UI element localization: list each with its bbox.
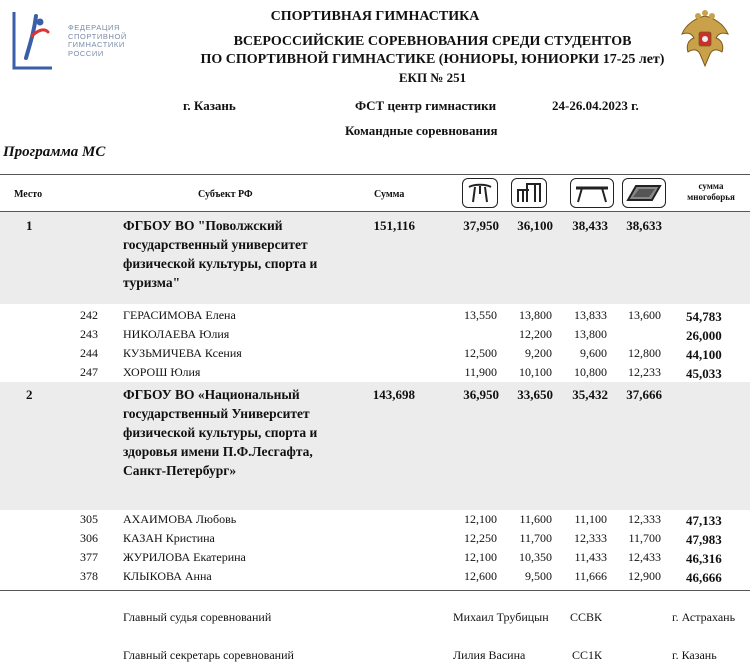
athlete-score-floor: 12,333 bbox=[628, 512, 661, 526]
athlete-number: 244 bbox=[80, 346, 98, 360]
team-score-beam: 38,433 bbox=[572, 218, 608, 233]
athlete-score-beam: 13,800 bbox=[574, 327, 607, 341]
competition-type: Командные соревнования bbox=[345, 123, 498, 138]
logo-text-line: ГИМНАСТИКИ bbox=[68, 40, 125, 49]
team-score-bars: 33,650 bbox=[517, 387, 553, 402]
logo-text-line: ФЕДЕРАЦИЯ bbox=[68, 23, 121, 32]
athlete-score-vault: 12,600 bbox=[464, 569, 497, 583]
athlete-score-bars: 13,800 bbox=[519, 308, 552, 322]
athlete-score-beam: 11,433 bbox=[574, 550, 607, 564]
athlete-score-bars: 9,200 bbox=[525, 346, 552, 360]
athlete-allround-total: 26,000 bbox=[686, 328, 722, 343]
athlete-number: 243 bbox=[80, 327, 98, 341]
official-category: СС1К bbox=[572, 648, 603, 662]
team-place: 1 bbox=[26, 218, 33, 233]
team-name: ФГБОУ ВО «Национальный государственный Университет физической культуры, спорта и здоровья имени П.Ф.Лесгафта, Санкт-Петербург» bbox=[123, 387, 318, 478]
athlete-score-beam: 12,333 bbox=[574, 531, 607, 545]
athlete-score-beam: 9,600 bbox=[580, 346, 607, 360]
team-name: ФГБОУ ВО "Поволжский государственный университет физической культуры, спорта и туризма" bbox=[123, 218, 318, 290]
athlete-score-floor: 11,700 bbox=[628, 531, 661, 545]
balance-beam-icon bbox=[570, 178, 614, 208]
athlete-number: 242 bbox=[80, 308, 98, 322]
col-header-place: Место bbox=[14, 189, 43, 200]
team-total: 143,698 bbox=[372, 387, 415, 402]
athlete-name: ЖУРИЛОВА Екатерина bbox=[123, 550, 246, 564]
athlete-score-vault: 12,250 bbox=[464, 531, 497, 545]
athlete-score-bars: 10,100 bbox=[519, 365, 552, 379]
table-bottom-rule bbox=[0, 590, 750, 591]
athlete-score-floor: 12,233 bbox=[628, 365, 661, 379]
athlete-score-floor: 12,800 bbox=[628, 346, 661, 360]
athlete-number: 305 bbox=[80, 512, 98, 526]
venue: ФСТ центр гимнастики bbox=[355, 98, 497, 113]
dates: 24-26.04.2023 г. bbox=[552, 98, 639, 113]
uneven-bars-icon bbox=[511, 178, 547, 208]
athlete-score-bars: 11,600 bbox=[519, 512, 552, 526]
athlete-score-bars: 10,350 bbox=[519, 550, 552, 564]
athlete-score-floor: 12,900 bbox=[628, 569, 661, 583]
athlete-score-bars: 9,500 bbox=[525, 569, 552, 583]
athlete-score-bars: 11,700 bbox=[519, 531, 552, 545]
official-city: г. Казань bbox=[672, 648, 717, 662]
col-header-allround bbox=[676, 181, 746, 203]
table-top-rule bbox=[0, 174, 750, 175]
athlete-name: ХОРОШ Юлия bbox=[123, 365, 201, 379]
program-title: Программа МС bbox=[3, 144, 106, 160]
athlete-score-beam: 13,833 bbox=[574, 308, 607, 322]
athlete-allround-total: 46,666 bbox=[686, 570, 722, 585]
col-header-subject: Субъект РФ bbox=[198, 189, 253, 200]
official-city: г. Астрахань bbox=[672, 610, 736, 624]
official-name: Лилия Васина bbox=[453, 648, 526, 662]
athlete-score-beam: 11,100 bbox=[574, 512, 607, 526]
team-score-floor: 37,666 bbox=[626, 387, 662, 402]
official-role: Главный судья соревнований bbox=[123, 610, 272, 624]
athlete-number: 306 bbox=[80, 531, 98, 545]
athlete-name: КЛЫКОВА Анна bbox=[123, 569, 212, 583]
athlete-score-beam: 11,666 bbox=[574, 569, 607, 583]
vault-icon bbox=[462, 178, 498, 208]
athlete-allround-total: 45,033 bbox=[686, 366, 722, 381]
team-score-beam: 35,432 bbox=[572, 387, 608, 402]
athlete-allround-total: 46,316 bbox=[686, 551, 722, 566]
col-header-sum: Сумма bbox=[374, 189, 405, 200]
city: г. Казань bbox=[183, 98, 236, 113]
athlete-allround-total: 54,783 bbox=[686, 309, 722, 324]
athlete-score-floor: 13,600 bbox=[628, 308, 661, 322]
athlete-score-vault: 13,550 bbox=[464, 308, 497, 322]
athlete-score-beam: 10,800 bbox=[574, 365, 607, 379]
athlete-score-bars: 12,200 bbox=[519, 327, 552, 341]
col-header-allround-1: сумма bbox=[698, 181, 724, 191]
athlete-allround-total: 47,983 bbox=[686, 532, 722, 547]
team-score-vault: 36,950 bbox=[463, 387, 499, 402]
team-total: 151,116 bbox=[373, 218, 415, 233]
athlete-score-vault: 12,100 bbox=[464, 512, 497, 526]
athlete-name: ГЕРАСИМОВА Елена bbox=[123, 308, 236, 322]
athlete-name: НИКОЛАЕВА Юлия bbox=[123, 327, 230, 341]
col-header-allround-2: многоборья bbox=[687, 192, 735, 202]
athlete-number: 377 bbox=[80, 550, 98, 564]
official-role: Главный секретарь соревнований bbox=[123, 648, 294, 662]
athlete-score-vault: 12,100 bbox=[464, 550, 497, 564]
header-line-3: ПО СПОРТИВНОЙ ГИМНАСТИКЕ (ЮНИОРЫ, ЮНИОРКИ 17-25 лет) bbox=[200, 52, 665, 67]
official-category: ССВК bbox=[570, 610, 603, 624]
athlete-name: КУЗЬМИЧЕВА Ксения bbox=[123, 346, 242, 360]
athlete-name: АХАИМОВА Любовь bbox=[123, 512, 237, 526]
athlete-name: КАЗАН Кристина bbox=[123, 531, 215, 545]
athlete-score-floor: 12,433 bbox=[628, 550, 661, 564]
athlete-number: 378 bbox=[80, 569, 98, 583]
athlete-allround-total: 44,100 bbox=[686, 347, 722, 362]
team-place: 2 bbox=[26, 387, 33, 402]
athlete-score-vault: 11,900 bbox=[464, 365, 497, 379]
floor-icon bbox=[622, 178, 666, 208]
logo-text-line: РОССИИ bbox=[68, 48, 104, 58]
team-score-floor: 38,633 bbox=[626, 218, 662, 233]
athlete-allround-total: 47,133 bbox=[686, 513, 722, 528]
team-score-vault: 37,950 bbox=[463, 218, 499, 233]
official-name: Михаил Трубицын bbox=[453, 610, 549, 624]
team-score-bars: 36,100 bbox=[517, 218, 553, 233]
athlete-number: 247 bbox=[80, 365, 98, 379]
athlete-score-vault: 12,500 bbox=[464, 346, 497, 360]
logo-text-line: СПОРТИВНОЙ bbox=[68, 31, 127, 41]
header-line-1: СПОРТИВНАЯ ГИМНАСТИКА bbox=[270, 9, 480, 24]
header-line-4: ЕКП № 251 bbox=[398, 70, 467, 85]
header-line-2: ВСЕРОССИЙСКИЕ СОРЕВНОВАНИЯ СРЕДИ СТУДЕНТОВ bbox=[233, 34, 632, 49]
